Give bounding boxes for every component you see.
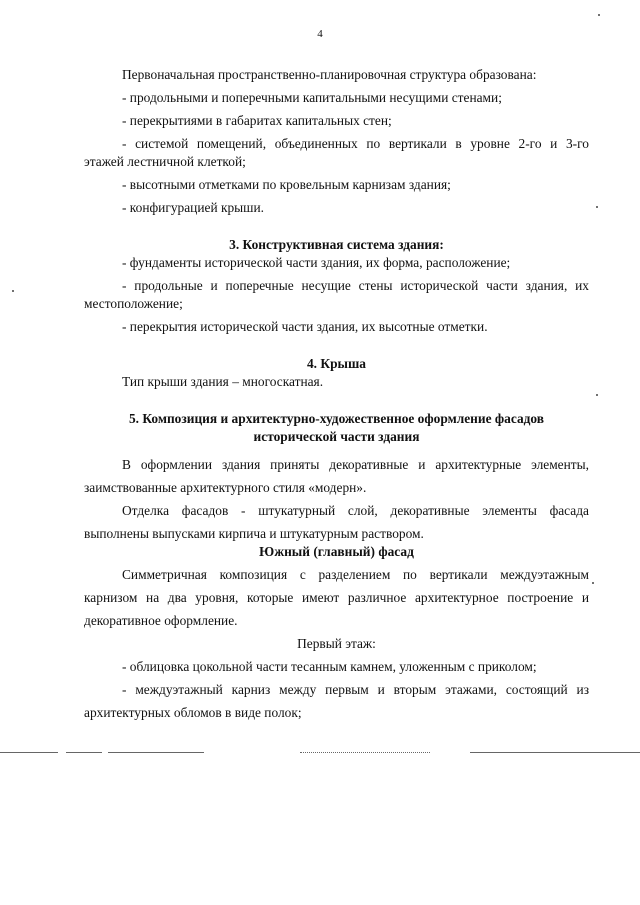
list-item-continuation: архитектурных обломов в виде полок; — [84, 705, 302, 720]
document-body — [84, 66, 589, 722]
section-5-heading-continuation: исторической части здания — [253, 429, 420, 444]
list-item: - междуэтажный карниз между первым и вторым этажами, состоящий из — [122, 682, 589, 697]
section-4-heading: 4. Крыша — [306, 356, 366, 371]
scan-artifact-line — [0, 752, 58, 753]
list-item-continuation: местоположение; — [84, 296, 183, 311]
scan-speck — [596, 394, 598, 396]
list-item: - продольными и поперечными капитальными несущими стенами; — [122, 90, 502, 105]
paragraph-continuation: декоративное оформление. — [84, 613, 238, 628]
section-5-heading: 5. Композиция и архитектурно-художественное оформление фасадов — [128, 411, 545, 426]
scan-speck — [592, 582, 594, 584]
section-4-text: Тип крыши здания – многоскатная. — [122, 374, 324, 389]
scan-speck — [12, 290, 14, 292]
list-item: - высотными отметками по кровельным карнизам здания; — [122, 177, 451, 192]
facade-subheading: Южный (главный) фасад — [259, 544, 414, 559]
list-item-continuation: этажей лестничной клеткой; — [84, 154, 246, 169]
scan-artifact-line — [300, 752, 430, 753]
list-item: - конфигурацией крыши. — [122, 200, 264, 215]
list-item: - облицовка цокольной части тесанным камнем, уложенным с приколом; — [122, 659, 537, 674]
list-item: - перекрытия исторической части здания, их высотные отметки. — [122, 319, 488, 334]
page-number: 4 — [317, 28, 323, 40]
scan-artifact-line — [108, 752, 204, 753]
intro-paragraph: Первоначальная пространственно-планировочная структура образована: — [122, 67, 537, 82]
paragraph: Симметричная композиция с разделением по вертикали междуэтажным — [122, 567, 589, 582]
scan-speck — [598, 14, 600, 16]
paragraph-continuation: выполнены выпусками кирпича и штукатурным раствором. — [84, 526, 424, 541]
paragraph: В оформлении здания приняты декоративные и архитектурные элементы, — [122, 457, 589, 472]
floor-label: Первый этаж: — [297, 636, 376, 651]
section-3-heading: 3. Конструктивная система здания: — [229, 237, 444, 252]
paragraph-continuation: карнизом на два уровня, которые имеют различное архитектурное построение и — [84, 590, 589, 605]
scan-artifact-line — [66, 752, 102, 753]
list-item: - системой помещений, объединенных по вертикали в уровне 2-го и 3-го — [122, 136, 589, 151]
paragraph: Отделка фасадов - штукатурный слой, декоративные элементы фасада — [122, 503, 589, 518]
list-item: - фундаменты исторической части здания, их форма, расположение; — [122, 255, 511, 270]
scan-artifact-line — [470, 752, 640, 753]
list-item: - перекрытиями в габаритах капитальных стен; — [122, 113, 392, 128]
scan-speck — [596, 206, 598, 208]
list-item: - продольные и поперечные несущие стены исторической части здания, их — [122, 278, 589, 293]
paragraph-continuation: заимствованные архитектурного стиля «модерн». — [84, 480, 367, 495]
